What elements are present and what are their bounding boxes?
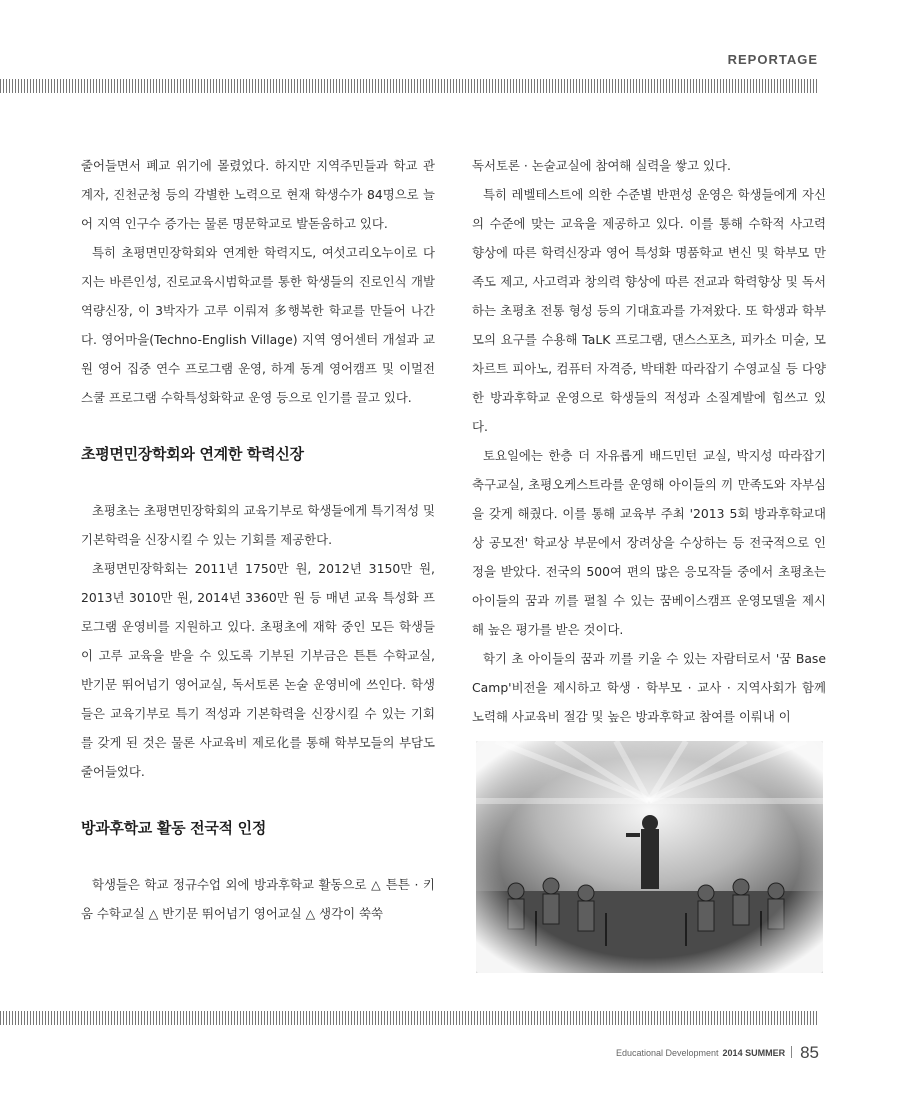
page-number: 85 — [800, 1043, 819, 1062]
subheading-afterschool: 방과후학교 활동 전국적 인정 — [81, 819, 267, 837]
journal-name: Educational Development — [615, 1048, 719, 1058]
orchestra-photo — [476, 741, 823, 973]
orchestra-photo-drawing — [476, 741, 823, 973]
page-footer — [616, 1044, 819, 1062]
right-paragraph-3: 토요일에는 한층 더 자유롭게 배드민턴 교실, 박지성 따라잡기 축구교실, 초평오케스트라를 운영해 아이들의 끼 만족도와 자부심을 갖게 해줬다. 이를 통해 교육부 주최 '2013 5회 방과후학교대상 공모전' 학교상 부문에서 장려상을 수상하는 등 전국적으로 인정을 받았다. 전국의 500여 편의 많은 응모작들 중에서 초평초는 아이들의 꿈과 끼를 펼칠 수 있는 꿈베이스캠프 운영모델을 제시해 높은 평가를 받은 것이다. — [472, 448, 826, 637]
left-paragraph-4: 초평면민장학회는 2011년 1750만 원, 2012년 3150만 원, 2013년 3010만 원, 2014년 3360만 원 등 매년 교육 특성화 프로그램 운영비를 지원하고 있다. 초평초에 재학 중인 모든 학생들이 고루 교육을 받을 수 있도록 기부된 기부금은 튼튼 수학교실, 반기문 뛰어넘기 영어교실, 독서토론 논술 운영비에 쓰인다. 학생들은 교육기부로 특기 적성과 기본학력을 신장시킬 수 있는 기회를 갖게 된 것은 물론 사교육비 제로化를 통해 학부모들의 부담도 줄어들었다. — [81, 561, 435, 779]
left-paragraph-2: 특히 초평면민장학회와 연계한 학력지도, 여섯고리오누이로 다지는 바른인성, 진로교육시범학교를 통한 학생들의 진로인식 개발역량신장, 이 3박자가 고루 이뤄져 多행복한 학교를 만들어 나간다. 영어마을(Techno-English Village) 지역 영어센터 개설과 교원 영어 집중 연수 프로그램 운영, 하계 동계 영어캠프 및 이멀전 스쿨 프로그램 수학특성화학교 운영 등으로 인기를 끌고 있다. — [81, 245, 435, 405]
top-decorative-rule — [0, 79, 818, 93]
right-paragraph-2: 특히 레벨테스트에 의한 수준별 반편성 운영은 학생들에게 자신의 수준에 맞는 교육을 제공하고 있다. 이를 통해 수학적 사고력 향상에 따른 학력신장과 영어 특성화 명품학교 변신 및 학부모 만족도 제고, 사고력과 창의력 향상에 따른 전교과 학력향상 및 독서하는 초평초 전통 형성 등의 기대효과를 가져왔다. 또 학생과 학부모의 요구를 수용해 TaLK 프로그램, 댄스스포츠, 피카소 미술, 모차르트 피아노, 컴퓨터 자격증, 박태환 따라잡기 수영교실 등 다양한 방과후학교 운영으로 학생들의 적성과 소질계발에 힘쓰고 있다. — [472, 187, 826, 434]
left-paragraph-5: 학생들은 학교 정규수업 외에 방과후학교 활동으로 △ 튼튼 · 키움 수학교실 △ 반기문 뛰어넘기 영어교실 △ 생각이 쑥쑥 — [81, 877, 435, 921]
right-column — [472, 151, 826, 731]
right-paragraph-1: 독서토론 · 논술교실에 참여해 실력을 쌓고 있다. — [472, 158, 731, 173]
bottom-decorative-rule — [0, 1011, 818, 1025]
section-tag: REPORTAGE — [727, 52, 818, 67]
subheading-scholarship: 초평면민장학회와 연계한 학력신장 — [81, 445, 304, 463]
left-paragraph-3: 초평초는 초평면민장학회의 교육기부로 학생들에게 특기적성 및 기본학력을 신장시킬 수 있는 기회를 제공한다. — [81, 503, 435, 547]
footer-separator — [791, 1046, 792, 1058]
left-paragraph-1: 줄어들면서 폐교 위기에 몰렸었다. 하지만 지역주민들과 학교 관계자, 진천군청 등의 각별한 노력으로 현재 학생수가 84명으로 늘어 지역 인구수 증가는 물론 명문학교로 발돋움하고 있다. — [81, 158, 435, 231]
issue-label: 2014 SUMMER — [722, 1048, 786, 1058]
left-column — [81, 151, 435, 928]
right-paragraph-4: 학기 초 아이들의 꿈과 끼를 키울 수 있는 자람터로서 '꿈 Base Camp'비전을 제시하고 학생 · 학부모 · 교사 · 지역사회가 함께 노력해 사교육비 절감 및 높은 방과후학교 참여를 이뤄내 이 — [472, 651, 826, 724]
